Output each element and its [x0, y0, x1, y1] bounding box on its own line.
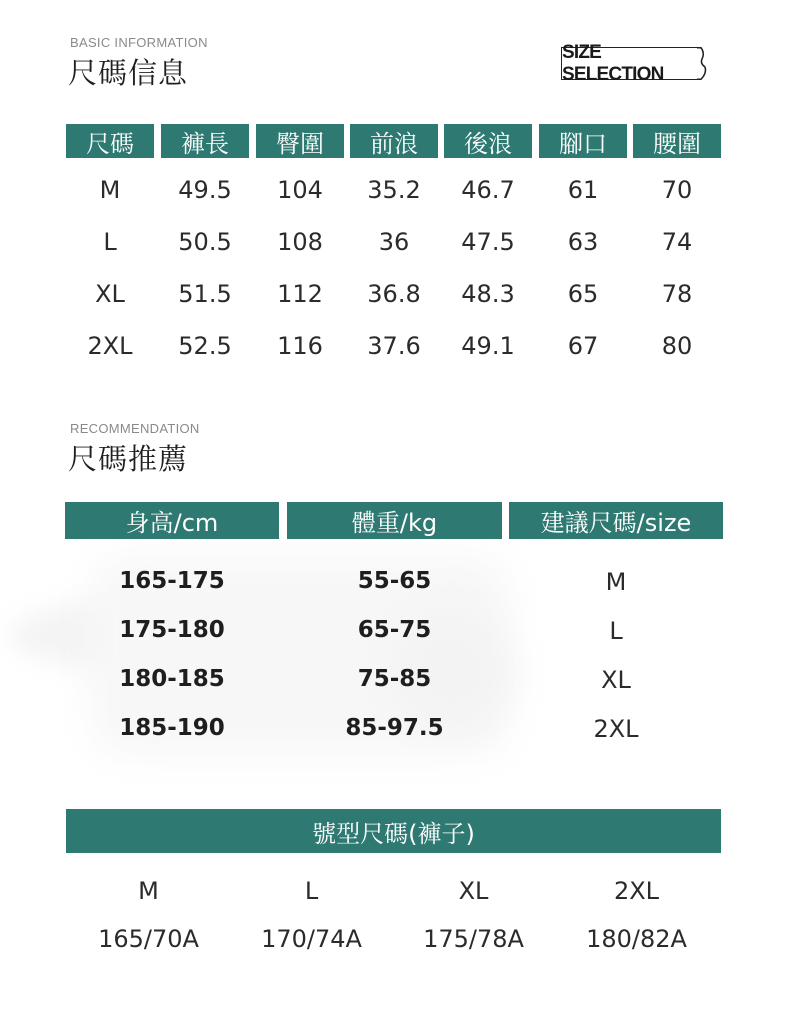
- cell-leg-opening: 61: [567, 176, 599, 204]
- basic-info-eyebrow: BASIC INFORMATION: [70, 35, 208, 50]
- cell-length: 52.5: [178, 332, 232, 360]
- badge-end-bracket: [697, 47, 711, 80]
- header-length: 褲長: [161, 124, 249, 158]
- cell-hip: 116: [277, 332, 323, 360]
- cell-suggested-size: M: [605, 568, 627, 596]
- cell-waist: 70: [661, 176, 693, 204]
- cell-leg-opening: 63: [567, 228, 599, 256]
- cell-leg-opening: 67: [567, 332, 599, 360]
- cell-hip: 112: [277, 280, 323, 308]
- header-suggested-size: 建議尺碼/size: [509, 502, 723, 539]
- size-code: 175/78A: [423, 925, 524, 953]
- size-code-banner: 號型尺碼(褲子): [66, 809, 721, 853]
- cell-hip: 108: [277, 228, 323, 256]
- size-label: XL: [458, 877, 489, 905]
- size-recommendation-title: 尺碼推薦: [68, 442, 189, 476]
- size-code: 180/82A: [586, 925, 687, 953]
- header-front-rise: 前浪: [350, 124, 438, 158]
- cell-suggested-size: L: [609, 617, 623, 645]
- size-selection-badge: SIZE SELECTION: [561, 47, 701, 80]
- cell-height-range: 165-175: [119, 568, 225, 594]
- cell-size: M: [99, 176, 121, 204]
- size-label: M: [138, 877, 159, 905]
- size-label: L: [304, 877, 319, 905]
- cell-back-rise: 46.7: [461, 176, 515, 204]
- cell-waist: 80: [661, 332, 693, 360]
- cell-waist: 74: [661, 228, 693, 256]
- cell-front-rise: 36.8: [367, 280, 421, 308]
- size-code: 165/70A: [98, 925, 199, 953]
- size-label: 2XL: [613, 877, 660, 905]
- cell-size: 2XL: [87, 332, 133, 360]
- cell-back-rise: 49.1: [461, 332, 515, 360]
- cell-suggested-size: XL: [601, 666, 631, 694]
- size-info-title: 尺碼信息: [68, 56, 189, 90]
- cell-weight-range: 75-85: [357, 666, 432, 692]
- cell-back-rise: 48.3: [461, 280, 515, 308]
- header-waist: 腰圍: [633, 124, 721, 158]
- header-leg-opening: 腳口: [539, 124, 627, 158]
- cell-weight-range: 85-97.5: [345, 715, 444, 741]
- header-back-rise: 後浪: [444, 124, 532, 158]
- cell-weight-range: 65-75: [357, 617, 432, 643]
- cell-back-rise: 47.5: [461, 228, 515, 256]
- size-code: 170/74A: [261, 925, 362, 953]
- header-size: 尺碼: [66, 124, 154, 158]
- header-weight: 體重/kg: [287, 502, 502, 539]
- header-hip: 臀圍: [256, 124, 344, 158]
- cell-height-range: 180-185: [119, 666, 225, 692]
- header-height: 身高/cm: [65, 502, 279, 539]
- cell-height-range: 185-190: [119, 715, 225, 741]
- cell-size: L: [103, 228, 117, 256]
- cell-leg-opening: 65: [567, 280, 599, 308]
- cell-height-range: 175-180: [119, 617, 225, 643]
- cell-suggested-size: 2XL: [593, 715, 639, 743]
- cell-length: 51.5: [178, 280, 232, 308]
- cell-length: 49.5: [178, 176, 232, 204]
- cell-hip: 104: [277, 176, 323, 204]
- cell-front-rise: 36: [378, 228, 410, 256]
- cell-length: 50.5: [178, 228, 232, 256]
- cell-waist: 78: [661, 280, 693, 308]
- cell-front-rise: 37.6: [367, 332, 421, 360]
- cell-weight-range: 55-65: [357, 568, 432, 594]
- recommendation-eyebrow: RECOMMENDATION: [70, 421, 200, 436]
- cell-front-rise: 35.2: [367, 176, 421, 204]
- cell-size: XL: [95, 280, 125, 308]
